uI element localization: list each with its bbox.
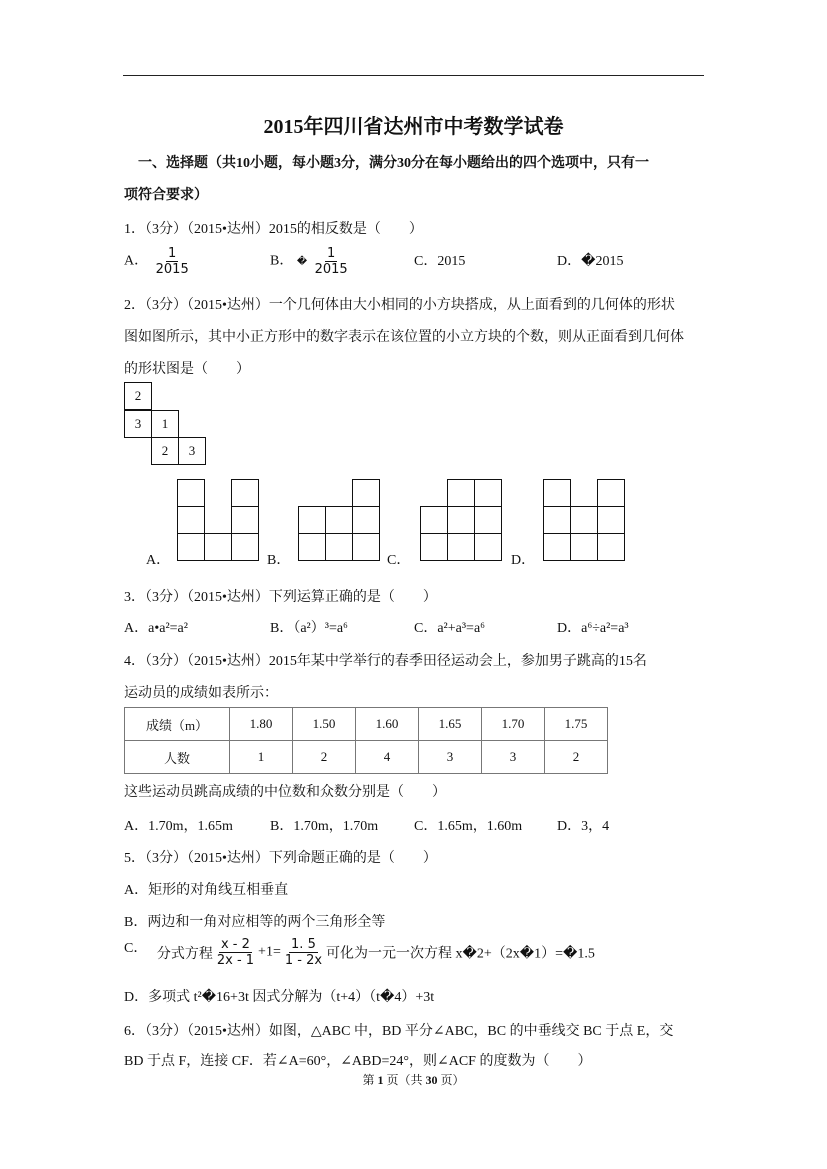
cube-face xyxy=(474,533,502,561)
cube-face xyxy=(474,479,502,507)
q1-stem: 1．（3分）（2015•达州）2015的相反数是（ ） xyxy=(124,222,423,237)
cube-face xyxy=(447,506,475,534)
cube-face xyxy=(177,506,205,534)
cube-face xyxy=(570,533,598,561)
q3-option-c: C．a²+a³=a⁶ xyxy=(414,621,486,636)
q1-option-d: D．�2015 xyxy=(557,254,624,269)
q1-b-denominator: 2015 xyxy=(314,262,348,277)
table-cell: 2 xyxy=(545,741,608,774)
page-footer xyxy=(0,1071,827,1088)
table-cell: 1.80 xyxy=(230,708,293,741)
q4-question: 这些运动员跳高成绩的中位数和众数分别是（ ） xyxy=(124,785,446,800)
q5-stem: 5．（3分）（2015•达州）下列命题正确的是（ ） xyxy=(124,851,437,866)
table-cell: 1.60 xyxy=(356,708,419,741)
q5-c-fraction-2 xyxy=(283,937,324,968)
q1-a-denominator: 2015 xyxy=(155,262,189,277)
q1-a-numerator: 1 xyxy=(168,246,177,261)
table-header-cell: 人数 xyxy=(125,741,230,774)
q5-c-post: 可化为一元一次方程 x�2+（2x�1）=�1.5 xyxy=(326,946,595,962)
footer-mid: 页（共 xyxy=(383,1073,426,1087)
q3-option-a: A．a•a²=a² xyxy=(124,621,188,636)
q5-c-label: C． xyxy=(124,941,148,956)
table-row xyxy=(125,741,608,774)
table-cell: 4 xyxy=(356,741,419,774)
q1-b-fraction xyxy=(313,246,350,277)
q4-option-b: B．1.70m，1.70m xyxy=(270,819,379,834)
q2-line2: 图如图所示，其中小正方形中的数字表示在该位置的小立方块的个数，则从正面看到几何体 xyxy=(124,330,684,345)
q4-option-c: C．1.65m，1.60m xyxy=(414,819,523,834)
cube-face xyxy=(325,506,353,534)
cube-face xyxy=(298,506,326,534)
q5-c-mid: +1= xyxy=(258,944,281,960)
cube-face xyxy=(474,506,502,534)
cube-face xyxy=(420,506,448,534)
cube-face xyxy=(543,506,571,534)
q2-option-b-label: B． xyxy=(267,553,291,568)
section-heading-line2: 项符合要求） xyxy=(124,188,208,203)
q3-option-d: D．a⁶÷a²=a³ xyxy=(557,621,629,636)
table-row xyxy=(125,708,608,741)
q6-line2: BD 于点 F，连接 CF．若∠A=60°，∠ABD=24°，则∠ACF 的度数为（ ） xyxy=(124,1054,592,1069)
q1-b-sign: � xyxy=(296,256,308,268)
footer-total-pages: 30 xyxy=(425,1073,438,1087)
table-cell: 1 xyxy=(230,741,293,774)
footer-suffix: 页） xyxy=(437,1073,465,1087)
cube-face xyxy=(597,533,625,561)
cube-face xyxy=(447,479,475,507)
footer-page-number: 1 xyxy=(377,1073,384,1087)
q3-option-b: B．（a²）³=a⁶ xyxy=(270,621,348,636)
q5-option-c xyxy=(124,937,595,968)
q5-c-fraction-1 xyxy=(215,937,256,968)
footer-prefix: 第 xyxy=(362,1073,378,1087)
table-cell: 3 xyxy=(419,741,482,774)
cube-face xyxy=(543,533,571,561)
cube-face xyxy=(543,479,571,507)
cube-face xyxy=(447,533,475,561)
q4-score-table xyxy=(124,707,608,774)
q5-c-f2-numerator: 1. 5 xyxy=(291,937,316,952)
q5-c-f1-denominator: 2x - 1 xyxy=(216,953,255,968)
q4-option-d: D．3，4 xyxy=(557,819,610,834)
cube-face xyxy=(231,506,259,534)
q2-option-d-label: D． xyxy=(511,553,536,568)
cube-face xyxy=(352,533,380,561)
cube-face xyxy=(298,533,326,561)
q2-option-a-label: A． xyxy=(146,553,171,568)
grid-cell: 2 xyxy=(124,382,152,410)
grid-cell: 3 xyxy=(178,437,206,465)
table-cell: 1.50 xyxy=(293,708,356,741)
q2-line3: 的形状图是（ ） xyxy=(124,362,250,377)
cube-face xyxy=(204,533,232,561)
cube-face xyxy=(597,506,625,534)
cube-face xyxy=(420,533,448,561)
grid-cell: 2 xyxy=(151,437,179,465)
q5-c-f2-denominator: 1 - 2x xyxy=(284,953,323,968)
cube-face xyxy=(570,506,598,534)
cube-face xyxy=(352,506,380,534)
q4-line1: 4．（3分）（2015•达州）2015年某中学举行的春季田径运动会上，参加男子跳高的15名 xyxy=(124,654,647,669)
q5-c-pre: 分式方程 xyxy=(156,946,213,962)
q5-c-f1-numerator: x - 2 xyxy=(220,937,250,952)
q1-a-fraction xyxy=(154,246,191,277)
header-rule xyxy=(123,75,704,76)
section-heading-line1: 一、选择题（共10小题，每小题3分，满分30分在每小题给出的四个选项中，只有一 xyxy=(138,156,649,171)
page-title: 2015年四川省达州市中考数学试卷 xyxy=(263,116,564,138)
q6-line1: 6．（3分）（2015•达州）如图，△ABC 中，BD 平分∠ABC，BC 的中垂线交 BC 于点 E，交 xyxy=(124,1024,674,1039)
table-cell: 1.65 xyxy=(419,708,482,741)
q1-a-label: A． xyxy=(124,253,149,269)
q2-option-c-label: C． xyxy=(387,553,411,568)
q1-option-c: C．2015 xyxy=(414,254,466,269)
q5-option-b: B．两边和一角对应相等的两个三角形全等 xyxy=(124,915,386,930)
table-cell: 3 xyxy=(482,741,545,774)
q1-option-a xyxy=(124,246,193,277)
table-cell: 2 xyxy=(293,741,356,774)
cube-face xyxy=(177,479,205,507)
cube-face xyxy=(597,479,625,507)
cube-face xyxy=(177,533,205,561)
q5-option-d: D．多项式 t²�16+3t 因式分解为（t+4）（t�4）+3t xyxy=(124,990,435,1005)
cube-face xyxy=(231,533,259,561)
q5-option-a: A．矩形的对角线互相垂直 xyxy=(124,883,289,898)
q4-option-a: A．1.70m，1.65m xyxy=(124,819,233,834)
q3-stem: 3．（3分）（2015•达州）下列运算正确的是（ ） xyxy=(124,590,437,605)
table-cell: 1.70 xyxy=(482,708,545,741)
table-header-cell: 成绩（m） xyxy=(125,708,230,741)
cube-face xyxy=(325,533,353,561)
q4-line2: 运动员的成绩如表所示： xyxy=(124,686,278,701)
q1-b-numerator: 1 xyxy=(327,246,336,261)
q1-option-b xyxy=(270,246,352,277)
q1-b-label: B． xyxy=(270,253,294,269)
cube-face xyxy=(231,479,259,507)
grid-cell: 3 xyxy=(124,410,152,438)
q2-line1: 2．（3分）（2015•达州）一个几何体由大小相同的小方块搭成，从上面看到的几何体的形状 xyxy=(124,298,675,313)
table-cell: 1.75 xyxy=(545,708,608,741)
cube-face xyxy=(352,479,380,507)
grid-cell: 1 xyxy=(151,410,179,438)
